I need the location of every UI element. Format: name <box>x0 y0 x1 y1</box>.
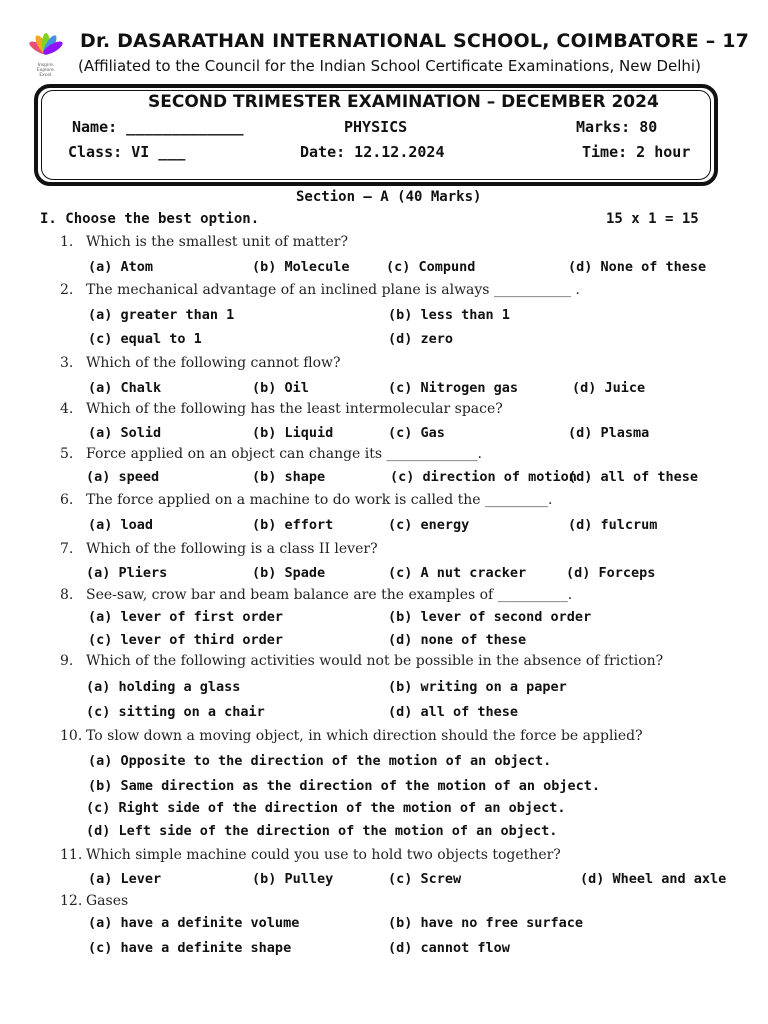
option: (d) zero <box>388 331 454 347</box>
option: (c) sitting on a chair <box>86 704 265 720</box>
option: (c) have a definite shape <box>88 940 292 956</box>
part-marks: 15 x 1 = 15 <box>606 211 699 227</box>
option: (d) all of these <box>388 704 519 720</box>
option: (a) speed <box>86 469 160 485</box>
school-name: Dr. DASARATHAN INTERNATIONAL SCHOOL, COIMBATORE – 17 <box>80 30 750 52</box>
option: (b) less than 1 <box>388 307 510 323</box>
exam-time: Time: 2 hour <box>582 143 691 161</box>
total-marks: Marks: 80 <box>576 118 658 136</box>
section-title: Section – A (40 Marks) <box>296 189 482 205</box>
option: (c) lever of third order <box>88 632 284 648</box>
option: (b) Pulley <box>252 871 334 887</box>
question-number: 3. <box>60 355 74 371</box>
option: (d) cannot flow <box>388 940 510 956</box>
option: (b) have no free surface <box>388 915 584 931</box>
exam-title: SECOND TRIMESTER EXAMINATION – DECEMBER 2024 <box>148 92 659 112</box>
question-number: 12. <box>60 893 83 909</box>
question-text: Which is the smallest unit of matter? <box>86 234 348 250</box>
svg-text:Explore.: Explore. <box>36 68 56 73</box>
exam-date: Date: 12.12.2024 <box>300 143 445 161</box>
option: (c) Nitrogen gas <box>388 380 519 396</box>
option: (a) Solid <box>88 425 162 441</box>
name-field: Name: _____________ <box>72 118 244 136</box>
option: (d) Left side of the direction of the motion of an object. <box>86 823 558 839</box>
question-text: Which of the following is a class II lever? <box>86 541 378 557</box>
question-text: To slow down a moving object, in which direction should the force be applied? <box>86 728 643 744</box>
question-text: Which of the following has the least intermolecular space? <box>86 401 503 417</box>
option: (a) Chalk <box>88 380 162 396</box>
option: (a) holding a glass <box>86 679 241 695</box>
question-number: 2. <box>60 282 74 298</box>
question-number: 1. <box>60 234 74 250</box>
question-text: Which simple machine could you use to hold two objects together? <box>86 847 561 863</box>
option: (b) lever of second order <box>388 609 592 625</box>
option: (c) equal to 1 <box>88 331 202 347</box>
option: (d) Wheel and axle <box>580 871 727 887</box>
affiliation-line: (Affiliated to the Council for the Indian School Certificate Examinations, New Delhi) <box>78 57 701 75</box>
question-text: The mechanical advantage of an inclined plane is always ___________ . <box>86 282 580 298</box>
option: (a) have a definite volume <box>88 915 300 931</box>
question-text: Which of the following activities would not be possible in the absence of friction? <box>86 653 664 669</box>
option: (b) Oil <box>252 380 309 396</box>
school-logo <box>24 32 68 80</box>
question-text: The force applied on a machine to do work is called the _________. <box>86 492 553 508</box>
svg-text:Inspire.: Inspire. <box>37 63 55 68</box>
question-number: 6. <box>60 492 74 508</box>
option: (d) Juice <box>572 380 646 396</box>
option: (c) Right side of the direction of the motion of an object. <box>86 800 566 816</box>
option: (d) Plasma <box>568 425 650 441</box>
question-number: 10. <box>60 728 83 744</box>
option: (c) Screw <box>388 871 462 887</box>
option: (c) Gas <box>388 425 445 441</box>
option: (c) A nut cracker <box>388 565 527 581</box>
class-field: Class: VI ___ <box>68 143 186 161</box>
svg-text:Excel.: Excel. <box>39 73 53 78</box>
option: (b) writing on a paper <box>388 679 567 695</box>
option: (a) Pliers <box>86 565 168 581</box>
question-number: 8. <box>60 587 74 603</box>
question-text: Gases <box>86 893 129 909</box>
option: (b) Liquid <box>252 425 334 441</box>
option: (b) effort <box>252 517 334 533</box>
question-number: 4. <box>60 401 74 417</box>
option: (a) greater than 1 <box>88 307 235 323</box>
option: (b) shape <box>252 469 326 485</box>
option: (a) Atom <box>88 259 154 275</box>
question-text: See-saw, crow bar and beam balance are the examples of __________. <box>86 587 573 603</box>
option: (c) energy <box>388 517 470 533</box>
option: (a) Opposite to the direction of the motion of an object. <box>88 753 552 769</box>
question-number: 7. <box>60 541 74 557</box>
option: (d) Forceps <box>566 565 656 581</box>
question-number: 5. <box>60 446 74 462</box>
option: (b) Molecule <box>252 259 350 275</box>
option: (c) Compund <box>386 259 476 275</box>
option: (a) load <box>88 517 154 533</box>
option: (c) direction of motion <box>390 469 577 485</box>
option: (a) Lever <box>88 871 162 887</box>
part-title: I. Choose the best option. <box>40 211 260 227</box>
option: (b) Spade <box>252 565 326 581</box>
option: (d) None of these <box>568 259 707 275</box>
question-text: Force applied on an object can change its _____________. <box>86 446 482 462</box>
option: (d) all of these <box>568 469 699 485</box>
subject: PHYSICS <box>344 118 408 136</box>
option: (a) lever of first order <box>88 609 284 625</box>
option: (b) Same direction as the direction of the motion of an object. <box>88 778 601 794</box>
question-number: 11. <box>60 847 83 863</box>
option: (d) fulcrum <box>568 517 658 533</box>
question-text: Which of the following cannot flow? <box>86 355 341 371</box>
question-number: 9. <box>60 653 74 669</box>
option: (d) none of these <box>388 632 527 648</box>
